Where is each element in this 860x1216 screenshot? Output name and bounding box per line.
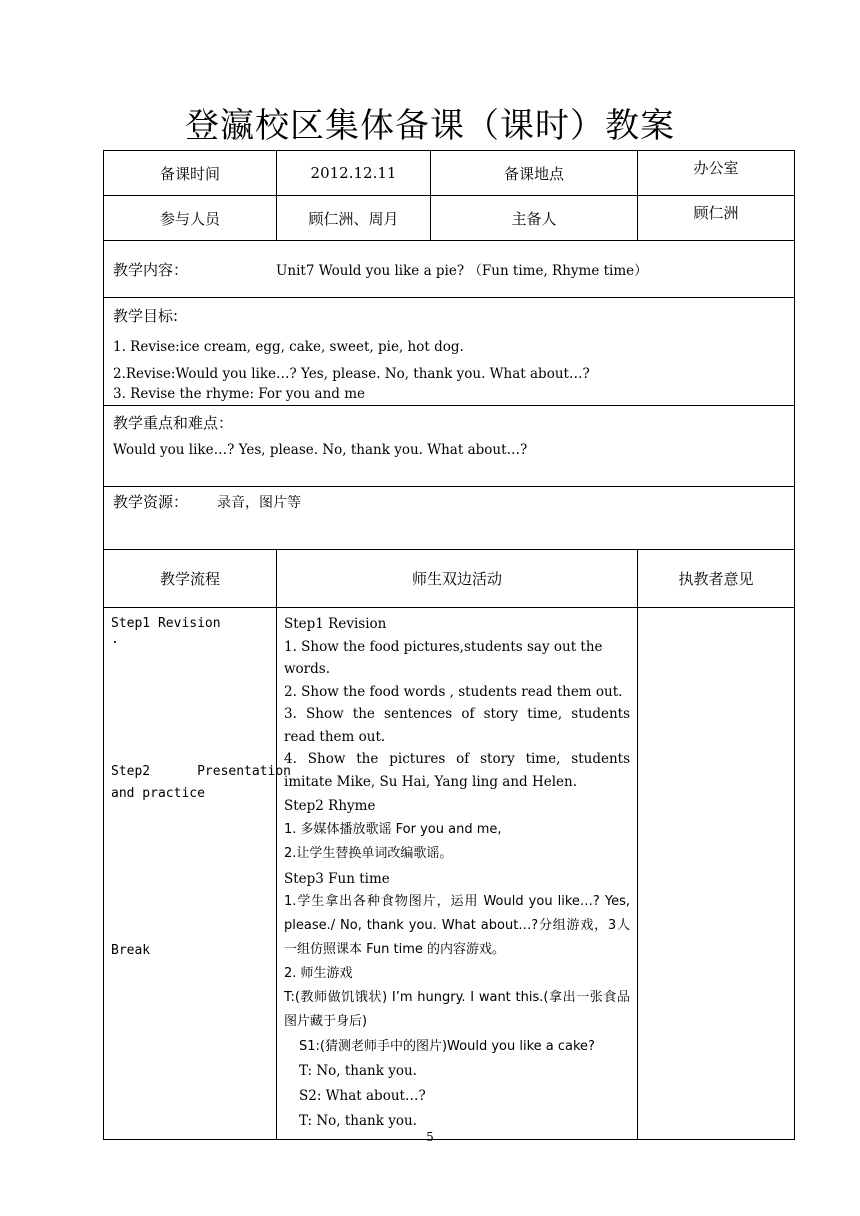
process-col-comments: 执教者意见 [638,550,795,608]
step3-title: Step3 Fun time [284,870,390,887]
key-points-cell [104,406,795,487]
lesson-plan-table [103,150,795,1140]
time-label: 备课时间 [104,151,277,196]
page-number: 5 [426,1130,434,1144]
row-participants [104,196,795,241]
process-col-activities: 师生双边活动 [277,550,638,608]
flow-step2: Step2 Presentation [111,764,292,779]
flow-step1-dot: . [111,632,119,647]
objective-item: 3. Revise the rhyme: For you and me [113,386,365,402]
key-points-value: Would you like…? Yes, please. No, thank you. What about…? [113,442,528,458]
step2-item: 2.让学生替换单词改编歌谣。 [284,845,453,861]
dialogue-line: S1:(猜测老师手中的图片)Would you like a cake? [299,1039,595,1054]
dialogue-line: T: No, thank you. [299,1063,417,1079]
step1-title: Step1 Revision [284,616,387,632]
lead-label: 主备人 [431,196,638,241]
row-content [104,241,795,298]
row-objectives [104,298,795,406]
activities-cell [277,608,638,1140]
participants-value: 顾仁洲、周月 [277,196,431,241]
content-cell [104,241,795,298]
objective-item: 1. Revise:ice cream, egg, cake, sweet, pie, hot dog. [113,339,464,355]
flow-cell [104,608,292,1140]
participants-label: 参与人员 [104,196,277,241]
row-resources [104,487,795,550]
flow-break: Break [111,943,151,958]
page-title: 登瀛校区集体备课（课时）教案 [185,106,675,146]
content-value: Unit7 Would you like a pie? （Fun time, Rhyme time） [276,262,648,279]
resources-cell [104,487,795,550]
place-value: 办公室 [638,151,795,196]
comments-cell [638,608,795,1140]
flow-step1: Step1 Revision [111,616,221,631]
step1-item: 3. Show the sentences of story time, students read them out. [284,706,630,745]
step3-item: 2. 师生游戏 [284,966,353,981]
objective-item: 2.Revise:Would you like…? Yes, please. No, thank you. What about…? [113,366,590,382]
step1-item: 4. Show the pictures of story time, students imitate Mike, Su Hai, Yang ling and Helen. [284,751,630,790]
step1-item: 2. Show the food words , students read them out. [284,683,623,700]
step2-title: Step2 Rhyme [284,798,376,814]
step3-item: 1.学生拿出各种食物图片，运用 Would you like…? Yes, please./ No, thank you. What about…?分组游戏，3人一组仿照课本 Fun time 的内容游戏。 [284,894,630,957]
content-label: 教学内容： [113,260,189,279]
row-process-body [104,608,795,1140]
lead-value: 顾仁洲 [638,196,795,241]
row-prep-time [104,151,795,196]
place-label: 备课地点 [431,151,638,196]
step3-item: T:(教师做饥饿状) I’m hungry. I want this.(拿出一张食品图片藏于身后) [284,990,630,1029]
objectives-cell [104,298,795,406]
step1-item: 1. Show the food pictures,students say out the words. [284,638,603,677]
step2-item: 1. 多媒体播放歌谣 For you and me, [284,821,502,837]
row-key-points [104,406,795,487]
dialogue-line: S2: What about…? [299,1088,426,1104]
dialogue-line: T: No, thank you. [299,1113,417,1129]
row-process-header [104,550,795,608]
resources-label: 教学资源： [113,493,189,511]
flow-step2-cont: and practice [111,786,205,801]
objectives-label: 教学目标: [113,307,179,325]
time-value: 2012.12.11 [277,151,431,196]
resources-value: 录音，图片等 [217,495,301,511]
key-points-label: 教学重点和难点： [113,414,234,432]
process-col-flow: 教学流程 [104,550,277,608]
